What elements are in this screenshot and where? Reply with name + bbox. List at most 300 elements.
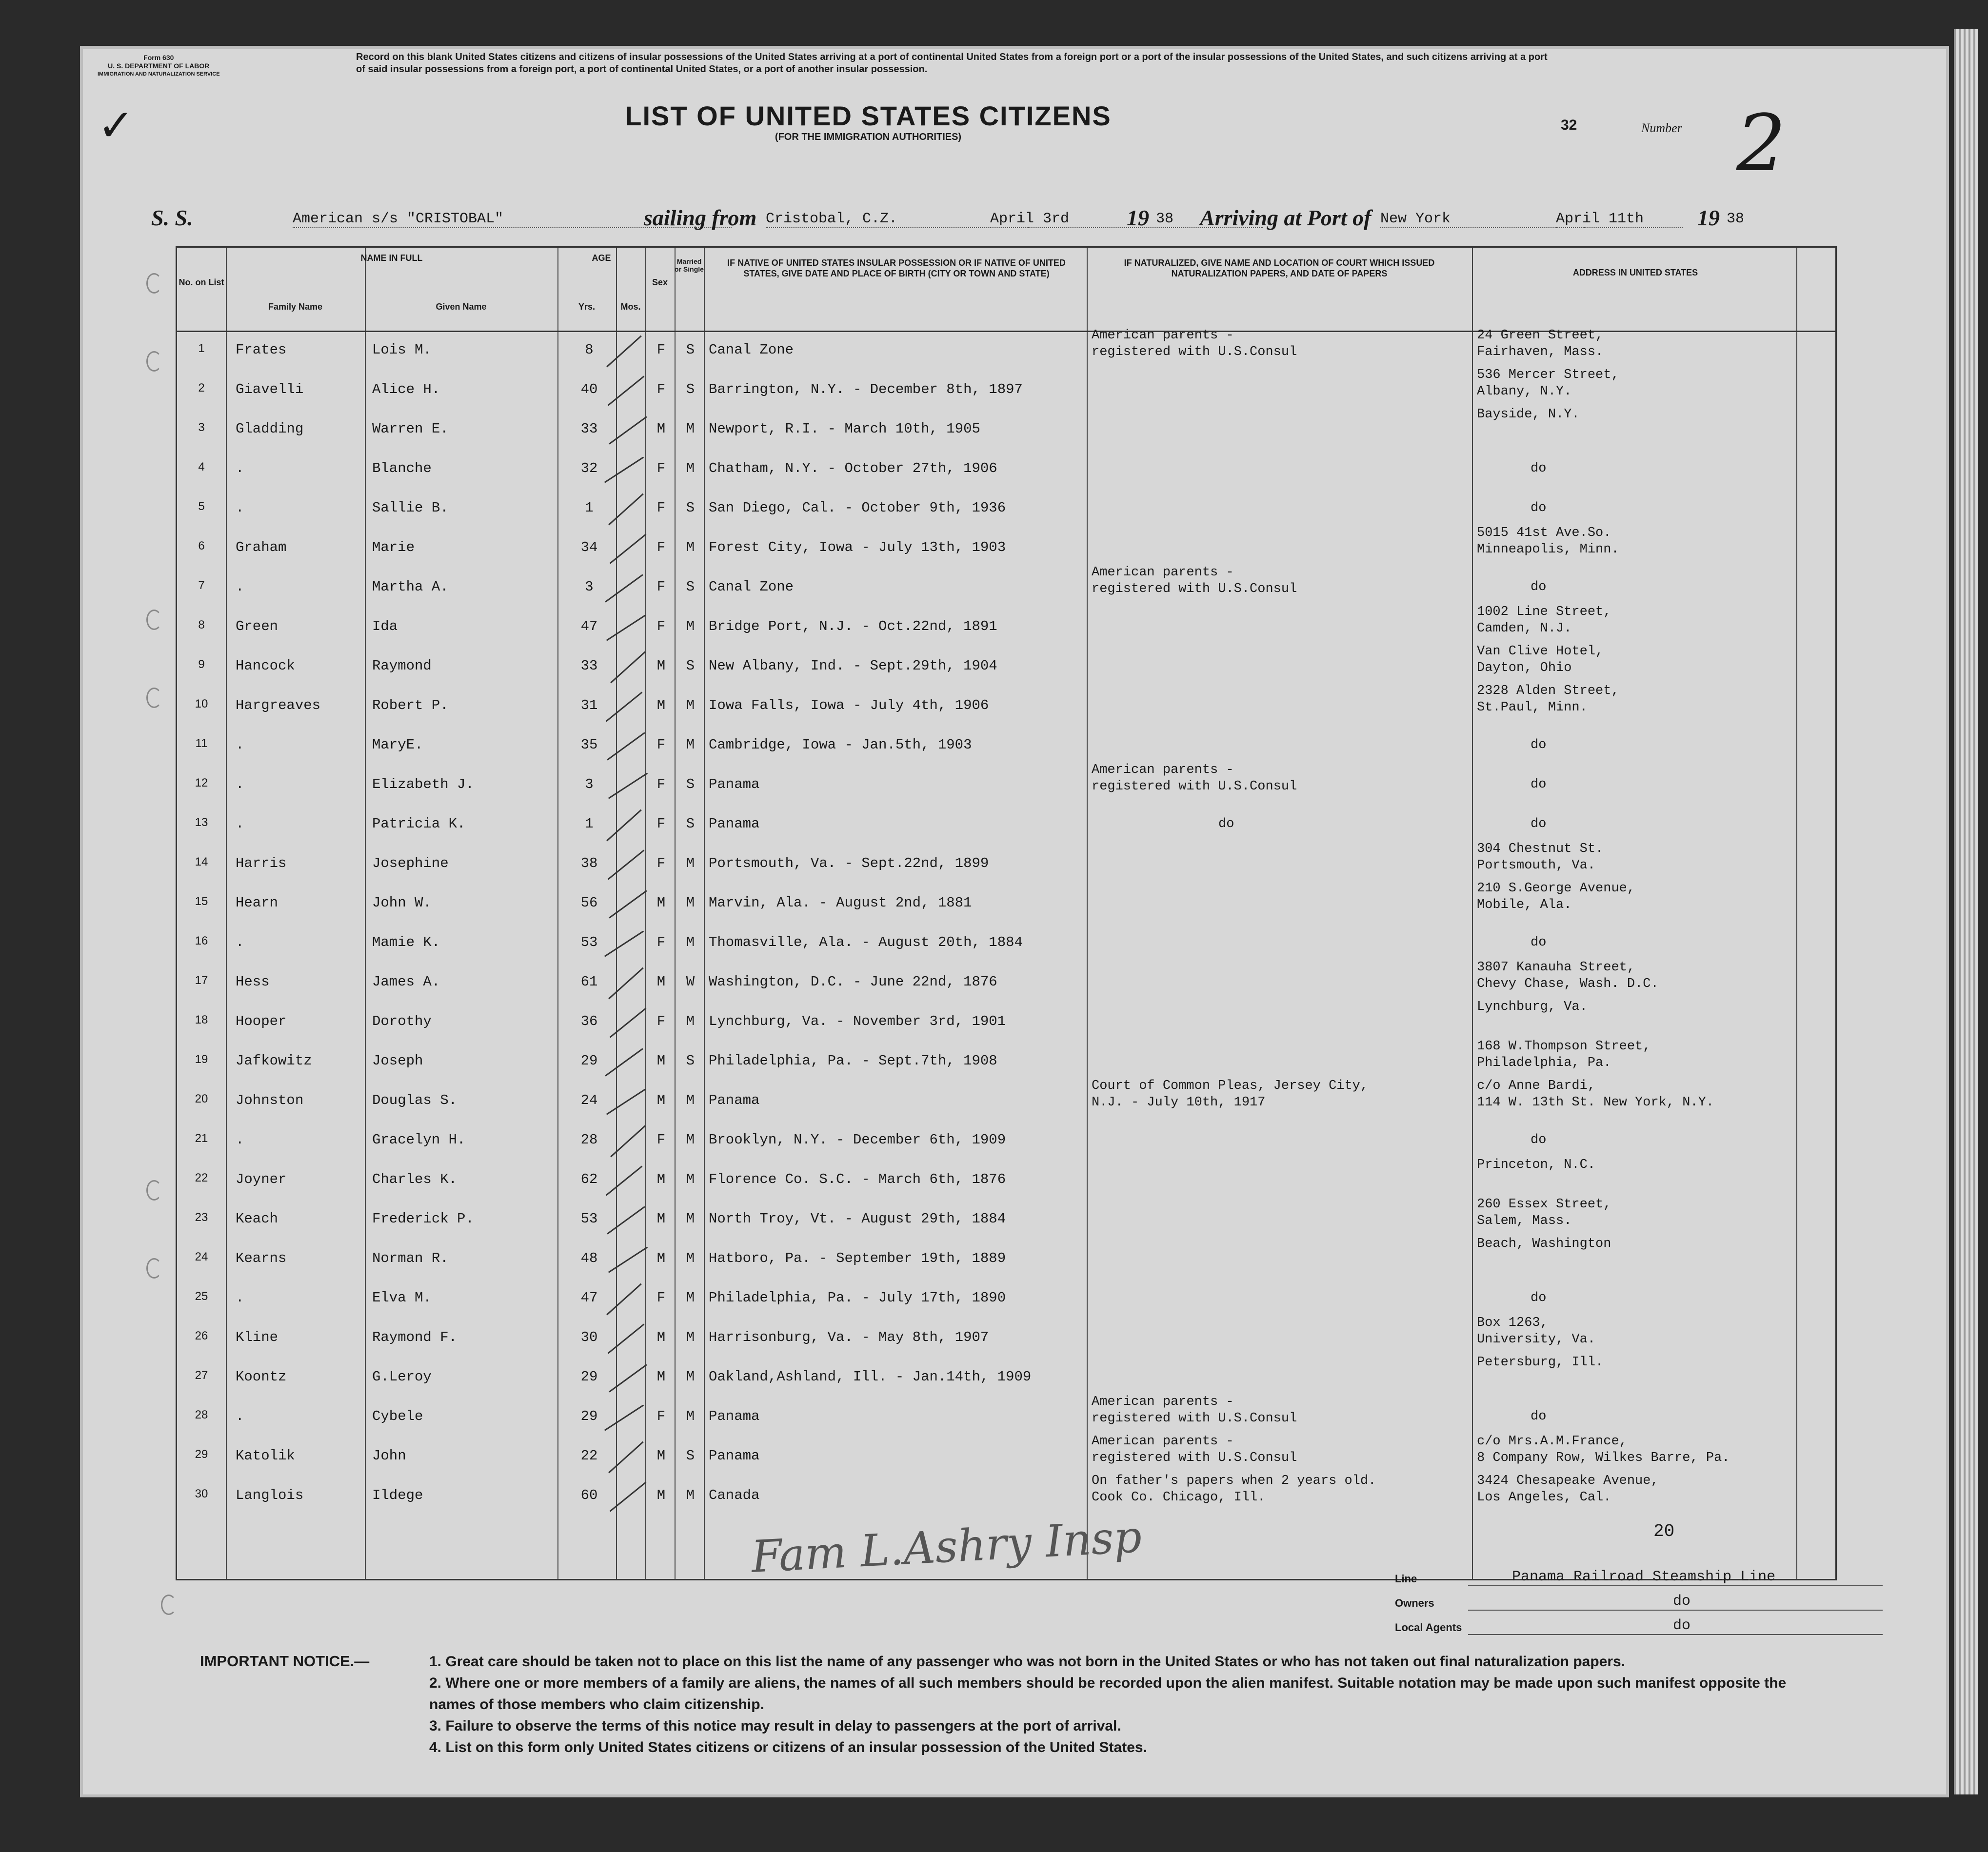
row-6-yrs: 34 bbox=[580, 539, 598, 555]
row-2-sex: F bbox=[656, 381, 666, 397]
row-11-yrs: 35 bbox=[580, 737, 598, 753]
row-4-ms: M bbox=[686, 460, 695, 476]
page-title: LIST OF UNITED STATES CITIZENS bbox=[625, 100, 1112, 131]
row-30-birth: Canada bbox=[709, 1487, 760, 1503]
row-14-addr: 304 Chestnut St. Portsmouth, Va. bbox=[1477, 842, 1604, 873]
row-3-given: Warren E. bbox=[372, 421, 449, 437]
row-13-family: . bbox=[236, 816, 244, 832]
row-13-addr: do bbox=[1531, 817, 1547, 831]
service: IMMIGRATION AND NATURALIZATION SERVICE bbox=[98, 71, 220, 77]
row-20-yrs: 24 bbox=[580, 1092, 598, 1108]
row-1-nat: American parents - registered with U.S.Consul bbox=[1092, 328, 1297, 359]
row-26-family: Kline bbox=[236, 1329, 278, 1345]
col-given-name: Given Name bbox=[436, 302, 487, 312]
row-29-sex: M bbox=[656, 1448, 666, 1464]
owners-label: Owners bbox=[1395, 1597, 1434, 1609]
row-1-birth: Canal Zone bbox=[709, 342, 794, 358]
row-14-birth: Portsmouth, Va. - Sept.22nd, 1899 bbox=[709, 855, 989, 871]
row-9-family: Hancock bbox=[236, 658, 295, 674]
row-17-given: James A. bbox=[372, 974, 440, 990]
row-8-yrs: 47 bbox=[580, 618, 598, 634]
notice-1: 1. Great care should be taken not to place on this list the name of any passenger who was not born in the United States or who has not taken out final naturalization papers. bbox=[429, 1654, 1626, 1670]
row-15-ms: M bbox=[686, 895, 695, 911]
department: U. S. DEPARTMENT OF LABOR bbox=[108, 62, 210, 70]
row-29-yrs: 22 bbox=[580, 1448, 598, 1464]
row-30-family: Langlois bbox=[236, 1487, 304, 1503]
row-26-sex: M bbox=[656, 1329, 666, 1345]
row-22-addr: Princeton, N.C. bbox=[1477, 1158, 1596, 1172]
row-1-addr: 24 Green Street, Fairhaven, Mass. bbox=[1477, 328, 1604, 359]
col-yrs: Yrs. bbox=[578, 302, 596, 312]
row-15-no: 15 bbox=[195, 895, 208, 908]
row-20-addr: c/o Anne Bardi, 114 W. 13th St. New York, N.Y. bbox=[1477, 1079, 1714, 1110]
row-19-birth: Philadelphia, Pa. - Sept.7th, 1908 bbox=[709, 1053, 997, 1069]
row-16-birth: Thomasville, Ala. - August 20th, 1884 bbox=[709, 934, 1023, 950]
row-14-sex: F bbox=[656, 855, 666, 871]
row-8-birth: Bridge Port, N.J. - Oct.22nd, 1891 bbox=[709, 618, 997, 634]
row-30-given: Ildege bbox=[372, 1487, 423, 1503]
row-7-nat: American parents - registered with U.S.Consul bbox=[1092, 565, 1297, 596]
row-10-no: 10 bbox=[195, 697, 208, 710]
row-10-ms: M bbox=[686, 697, 695, 713]
row-25-ms: M bbox=[686, 1290, 695, 1306]
row-23-given: Frederick P. bbox=[372, 1211, 474, 1227]
page-subtitle: (FOR THE IMMIGRATION AUTHORITIES) bbox=[775, 132, 962, 142]
row-24-yrs: 48 bbox=[580, 1250, 598, 1266]
notice-2: 2. Where one or more members of a family are aliens, the names of all such members should be recorded upon the alien manifest. Suitable notation may be made upon such manifest opposite the names of those members who claim citizenship. bbox=[429, 1675, 1787, 1713]
row-27-family: Koontz bbox=[236, 1369, 287, 1385]
row-6-ms: M bbox=[686, 539, 695, 555]
row-3-birth: Newport, R.I. - March 10th, 1905 bbox=[709, 421, 980, 437]
row-24-given: Norman R. bbox=[372, 1250, 449, 1266]
row-20-nat: Court of Common Pleas, Jersey City, N.J. - July 10th, 1917 bbox=[1092, 1079, 1369, 1110]
row-6-given: Marie bbox=[372, 539, 415, 555]
row-15-yrs: 56 bbox=[580, 895, 598, 911]
agents-value: do bbox=[1468, 1617, 1883, 1635]
row-29-ms: S bbox=[686, 1448, 695, 1464]
row-6-no: 6 bbox=[198, 539, 205, 552]
row-8-no: 8 bbox=[198, 618, 205, 631]
row-29-no: 29 bbox=[195, 1448, 208, 1461]
row-22-given: Charles K. bbox=[372, 1171, 457, 1187]
row-6-sex: F bbox=[656, 539, 666, 555]
row-1-yrs: 8 bbox=[585, 342, 594, 358]
row-13-sex: F bbox=[656, 816, 666, 832]
row-17-birth: Washington, D.C. - June 22nd, 1876 bbox=[709, 974, 997, 990]
row-30-yrs: 60 bbox=[580, 1487, 598, 1503]
row-19-no: 19 bbox=[195, 1053, 208, 1066]
row-8-sex: F bbox=[656, 618, 666, 634]
col-no: No. on List bbox=[179, 277, 224, 287]
row-18-birth: Lynchburg, Va. - November 3rd, 1901 bbox=[709, 1013, 1006, 1029]
row-7-no: 7 bbox=[198, 579, 205, 592]
row-11-sex: F bbox=[656, 737, 666, 753]
from-year: 38 bbox=[1156, 211, 1174, 227]
row-28-no: 28 bbox=[195, 1408, 208, 1421]
row-11-given: MaryE. bbox=[372, 737, 423, 753]
row-9-birth: New Albany, Ind. - Sept.29th, 1904 bbox=[709, 658, 997, 674]
row-18-addr: Lynchburg, Va. bbox=[1477, 1000, 1588, 1014]
row-19-ms: S bbox=[686, 1053, 695, 1069]
row-16-addr: do bbox=[1531, 935, 1547, 950]
row-28-birth: Panama bbox=[709, 1408, 760, 1424]
row-21-ms: M bbox=[686, 1132, 695, 1148]
row-2-given: Alice H. bbox=[372, 381, 440, 397]
row-7-sex: F bbox=[656, 579, 666, 595]
row-28-addr: do bbox=[1531, 1409, 1547, 1424]
row-2-no: 2 bbox=[198, 381, 205, 394]
row-9-addr: Van Clive Hotel, Dayton, Ohio bbox=[1477, 644, 1604, 675]
line-value: Panama Railroad Steamship Line bbox=[1468, 1569, 1883, 1586]
row-23-birth: North Troy, Vt. - August 29th, 1884 bbox=[709, 1211, 1006, 1227]
row-14-family: Harris bbox=[236, 855, 287, 871]
row-16-no: 16 bbox=[195, 934, 208, 947]
row-9-ms: S bbox=[686, 658, 695, 674]
col-family-name: Family Name bbox=[268, 302, 323, 312]
row-7-family: . bbox=[236, 579, 244, 595]
ss-label: S. S. bbox=[151, 205, 193, 230]
row-30-nat: On father's papers when 2 years old. Cook Co. Chicago, Ill. bbox=[1092, 1474, 1376, 1505]
row-3-sex: M bbox=[656, 421, 666, 437]
row-29-given: John bbox=[372, 1448, 406, 1464]
row-15-family: Hearn bbox=[236, 895, 278, 911]
row-27-no: 27 bbox=[195, 1369, 208, 1382]
row-5-ms: S bbox=[686, 500, 695, 516]
row-20-family: Johnston bbox=[236, 1092, 304, 1108]
row-21-birth: Brooklyn, N.Y. - December 6th, 1909 bbox=[709, 1132, 1006, 1148]
row-1-no: 1 bbox=[198, 342, 205, 355]
row-14-given: Josephine bbox=[372, 855, 449, 871]
row-10-birth: Iowa Falls, Iowa - July 4th, 1906 bbox=[709, 697, 989, 713]
number-value: 2 bbox=[1736, 98, 1786, 189]
row-30-no: 30 bbox=[195, 1487, 208, 1500]
form-header bbox=[98, 54, 220, 79]
row-11-birth: Cambridge, Iowa - Jan.5th, 1903 bbox=[709, 737, 972, 753]
col-sex: Sex bbox=[652, 277, 668, 287]
row-27-yrs: 29 bbox=[580, 1369, 598, 1385]
row-3-yrs: 33 bbox=[580, 421, 598, 437]
row-1-family: Frates bbox=[236, 342, 287, 358]
row-25-birth: Philadelphia, Pa. - July 17th, 1890 bbox=[709, 1290, 1006, 1306]
row-23-sex: M bbox=[656, 1211, 666, 1227]
row-20-birth: Panama bbox=[709, 1092, 760, 1108]
row-23-addr: 260 Essex Street, Salem, Mass. bbox=[1477, 1197, 1611, 1228]
row-22-ms: M bbox=[686, 1171, 695, 1187]
row-5-sex: F bbox=[656, 500, 666, 516]
row-12-yrs: 3 bbox=[585, 776, 594, 792]
row-16-sex: F bbox=[656, 934, 666, 950]
row-17-family: Hess bbox=[236, 974, 270, 990]
row-19-given: Joseph bbox=[372, 1053, 423, 1069]
notice-lead: IMPORTANT NOTICE.— bbox=[200, 1653, 370, 1670]
row-17-ms: W bbox=[686, 974, 695, 990]
row-8-ms: M bbox=[686, 618, 695, 634]
row-5-addr: do bbox=[1531, 501, 1547, 515]
row-19-addr: 168 W.Thompson Street, Philadelphia, Pa. bbox=[1477, 1039, 1651, 1070]
row-22-no: 22 bbox=[195, 1171, 208, 1184]
notice-4: 4. List on this form only United States citizens or citizens of an insular possession of the United States. bbox=[429, 1739, 1147, 1755]
row-13-ms: S bbox=[686, 816, 695, 832]
row-10-family: Hargreaves bbox=[236, 697, 321, 713]
row-21-no: 21 bbox=[195, 1132, 208, 1145]
row-12-family: . bbox=[236, 776, 244, 792]
col-name-in-full: NAME IN FULL bbox=[360, 253, 423, 263]
row-6-addr: 5015 41st Ave.So. Minneapolis, Minn. bbox=[1477, 526, 1619, 557]
row-18-no: 18 bbox=[195, 1013, 208, 1026]
row-19-yrs: 29 bbox=[580, 1053, 598, 1069]
row-12-nat: American parents - registered with U.S.Consul bbox=[1092, 763, 1297, 794]
row-25-no: 25 bbox=[195, 1290, 208, 1303]
row-29-addr: c/o Mrs.A.M.France, 8 Company Row, Wilkes Barre, Pa. bbox=[1477, 1434, 1730, 1465]
line-label: Line bbox=[1395, 1573, 1417, 1585]
row-27-addr: Petersburg, Ill. bbox=[1477, 1355, 1604, 1370]
row-11-no: 11 bbox=[195, 737, 208, 750]
ship-line bbox=[151, 205, 1790, 234]
row-4-family: . bbox=[236, 460, 244, 476]
row-5-no: 5 bbox=[198, 500, 205, 513]
row-2-birth: Barrington, N.Y. - December 8th, 1897 bbox=[709, 381, 1023, 397]
row-3-addr: Bayside, N.Y. bbox=[1477, 407, 1580, 422]
page-count: 20 bbox=[1653, 1521, 1675, 1541]
row-8-addr: 1002 Line Street, Camden, N.J. bbox=[1477, 605, 1611, 636]
ship-name: American s/s "CRISTOBAL" bbox=[293, 211, 732, 228]
row-1-ms: S bbox=[686, 342, 695, 358]
agents-label: Local Agents bbox=[1395, 1621, 1462, 1634]
row-15-addr: 210 S.George Avenue, Mobile, Ala. bbox=[1477, 881, 1635, 912]
form-number: Form 630 bbox=[143, 54, 174, 61]
row-12-ms: S bbox=[686, 776, 695, 792]
to-year: 38 bbox=[1727, 211, 1745, 227]
row-18-family: Hooper bbox=[236, 1013, 287, 1029]
row-26-given: Raymond F. bbox=[372, 1329, 457, 1345]
row-7-yrs: 3 bbox=[585, 579, 594, 595]
row-23-yrs: 53 bbox=[580, 1211, 598, 1227]
row-24-sex: M bbox=[656, 1250, 666, 1266]
row-5-given: Sallie B. bbox=[372, 500, 449, 516]
row-14-no: 14 bbox=[195, 855, 208, 868]
row-10-sex: M bbox=[656, 697, 666, 713]
col-age: AGE bbox=[592, 253, 611, 263]
row-24-birth: Hatboro, Pa. - September 19th, 1889 bbox=[709, 1250, 1006, 1266]
row-24-ms: M bbox=[686, 1250, 695, 1266]
row-9-sex: M bbox=[656, 658, 666, 674]
from-port: Cristobal, C.Z. bbox=[766, 211, 1029, 228]
stacked-pages-edge bbox=[1954, 29, 1978, 1794]
row-15-sex: M bbox=[656, 895, 666, 911]
important-notice bbox=[200, 1651, 1809, 1758]
row-3-no: 3 bbox=[198, 421, 205, 434]
row-4-no: 4 bbox=[198, 460, 205, 473]
row-26-yrs: 30 bbox=[580, 1329, 598, 1345]
row-2-addr: 536 Mercer Street, Albany, N.Y. bbox=[1477, 368, 1619, 399]
row-1-sex: F bbox=[656, 342, 666, 358]
record-instructions: Record on this blank United States citizens and citizens of insular possessions of the United States arriving at a port of continental United States from a foreign port or a port of the insular possessions of the United States, and such citizens arriving at a port of said insular possessions from a foreign port, a port of continental United States, or a port of another insular possession. bbox=[356, 52, 1548, 75]
row-4-yrs: 32 bbox=[580, 460, 598, 476]
row-3-family: Gladding bbox=[236, 421, 304, 437]
row-30-ms: M bbox=[686, 1487, 695, 1503]
row-9-yrs: 33 bbox=[580, 658, 598, 674]
row-19-sex: M bbox=[656, 1053, 666, 1069]
row-3-ms: M bbox=[686, 421, 695, 437]
row-18-given: Dorothy bbox=[372, 1013, 432, 1029]
year-prefix-2: 19 bbox=[1697, 205, 1720, 230]
row-8-family: Green bbox=[236, 618, 278, 634]
row-18-sex: F bbox=[656, 1013, 666, 1029]
row-27-ms: M bbox=[686, 1369, 695, 1385]
sailing-label: sailing from bbox=[644, 205, 757, 230]
row-15-birth: Marvin, Ala. - August 2nd, 1881 bbox=[709, 895, 972, 911]
row-12-no: 12 bbox=[195, 776, 208, 789]
row-23-family: Keach bbox=[236, 1211, 278, 1227]
row-22-birth: Florence Co. S.C. - March 6th, 1876 bbox=[709, 1171, 1006, 1187]
row-29-family: Katolik bbox=[236, 1448, 295, 1464]
row-20-no: 20 bbox=[195, 1092, 208, 1105]
row-27-sex: M bbox=[656, 1369, 666, 1385]
row-16-yrs: 53 bbox=[580, 934, 598, 950]
row-11-family: . bbox=[236, 737, 244, 753]
row-25-yrs: 47 bbox=[580, 1290, 598, 1306]
row-24-no: 24 bbox=[195, 1250, 208, 1263]
row-4-sex: F bbox=[656, 460, 666, 476]
row-21-family: . bbox=[236, 1132, 244, 1148]
row-5-birth: San Diego, Cal. - October 9th, 1936 bbox=[709, 500, 1006, 516]
row-27-given: G.Leroy bbox=[372, 1369, 432, 1385]
row-18-yrs: 36 bbox=[580, 1013, 598, 1029]
row-10-yrs: 31 bbox=[580, 697, 598, 713]
row-12-birth: Panama bbox=[709, 776, 760, 792]
row-12-sex: F bbox=[656, 776, 666, 792]
row-11-ms: M bbox=[686, 737, 695, 753]
row-28-given: Cybele bbox=[372, 1408, 423, 1424]
row-26-ms: M bbox=[686, 1329, 695, 1345]
row-7-addr: do bbox=[1531, 580, 1547, 594]
from-date: April 3rd bbox=[990, 211, 1263, 228]
row-18-ms: M bbox=[686, 1013, 695, 1029]
row-20-ms: M bbox=[686, 1092, 695, 1108]
row-21-sex: F bbox=[656, 1132, 666, 1148]
row-2-ms: S bbox=[686, 381, 695, 397]
row-4-addr: do bbox=[1531, 461, 1547, 476]
row-15-given: John W. bbox=[372, 895, 432, 911]
row-6-birth: Forest City, Iowa - July 13th, 1903 bbox=[709, 539, 1006, 555]
signature: Fam L.Ashry Insp bbox=[750, 1511, 1143, 1583]
row-17-addr: 3807 Kanauha Street, Chevy Chase, Wash. D.C. bbox=[1477, 960, 1659, 991]
row-14-yrs: 38 bbox=[580, 855, 598, 871]
line-info bbox=[1395, 1569, 1776, 1646]
row-14-ms: M bbox=[686, 855, 695, 871]
row-13-birth: Panama bbox=[709, 816, 760, 832]
row-25-family: . bbox=[236, 1290, 244, 1306]
row-12-addr: do bbox=[1531, 777, 1547, 792]
owners-value: do bbox=[1468, 1593, 1883, 1611]
passenger-table bbox=[176, 246, 1837, 1580]
row-13-given: Patricia K. bbox=[372, 816, 466, 832]
row-4-birth: Chatham, N.Y. - October 27th, 1906 bbox=[709, 460, 997, 476]
year-prefix-1: 19 bbox=[1127, 205, 1149, 230]
row-8-given: Ida bbox=[372, 618, 398, 634]
row-6-family: Graham bbox=[236, 539, 287, 555]
row-13-no: 13 bbox=[195, 816, 208, 829]
row-21-given: Gracelyn H. bbox=[372, 1132, 466, 1148]
row-17-yrs: 61 bbox=[580, 974, 598, 990]
row-5-yrs: 1 bbox=[585, 500, 594, 516]
row-7-ms: S bbox=[686, 579, 695, 595]
row-28-yrs: 29 bbox=[580, 1408, 598, 1424]
check-mark: ✓ bbox=[98, 100, 135, 151]
row-4-given: Blanche bbox=[372, 460, 432, 476]
row-28-ms: M bbox=[686, 1408, 695, 1424]
row-20-sex: M bbox=[656, 1092, 666, 1108]
row-29-nat: American parents - registered with U.S.Consul bbox=[1092, 1434, 1297, 1465]
row-24-addr: Beach, Washington bbox=[1477, 1237, 1611, 1251]
row-19-family: Jafkowitz bbox=[236, 1053, 312, 1069]
row-17-no: 17 bbox=[195, 974, 208, 987]
row-1-given: Lois M. bbox=[372, 342, 432, 358]
row-22-sex: M bbox=[656, 1171, 666, 1187]
to-port: New York bbox=[1380, 211, 1585, 228]
row-16-family: . bbox=[236, 934, 244, 950]
row-26-addr: Box 1263, University, Va. bbox=[1477, 1316, 1596, 1347]
row-7-birth: Canal Zone bbox=[709, 579, 794, 595]
row-16-ms: M bbox=[686, 934, 695, 950]
row-9-given: Raymond bbox=[372, 658, 432, 674]
row-7-given: Martha A. bbox=[372, 579, 449, 595]
row-29-birth: Panama bbox=[709, 1448, 760, 1464]
row-13-nat: do bbox=[1218, 817, 1234, 831]
row-25-given: Elva M. bbox=[372, 1290, 432, 1306]
row-10-addr: 2328 Alden Street, St.Paul, Minn. bbox=[1477, 684, 1619, 715]
row-27-birth: Oakland,Ashland, Ill. - Jan.14th, 1909 bbox=[709, 1369, 1032, 1385]
row-22-yrs: 62 bbox=[580, 1171, 598, 1187]
row-25-sex: F bbox=[656, 1290, 666, 1306]
row-25-addr: do bbox=[1531, 1291, 1547, 1305]
row-10-given: Robert P. bbox=[372, 697, 449, 713]
row-21-yrs: 28 bbox=[580, 1132, 598, 1148]
row-21-addr: do bbox=[1531, 1133, 1547, 1147]
row-28-family: . bbox=[236, 1408, 244, 1424]
arriving-label: Arriving at Port of bbox=[1200, 205, 1372, 230]
number-label: Number bbox=[1641, 121, 1682, 135]
col-married: Married or Single bbox=[675, 257, 704, 273]
row-9-no: 9 bbox=[198, 658, 205, 671]
row-2-yrs: 40 bbox=[580, 381, 598, 397]
row-17-sex: M bbox=[656, 974, 666, 990]
row-24-family: Kearns bbox=[236, 1250, 287, 1266]
col-naturalized: IF NATURALIZED, GIVE NAME AND LOCATION OF COURT WHICH ISSUED NATURALIZATION PAPERS, AND DATE OF PAPERS bbox=[1124, 258, 1435, 278]
row-30-sex: M bbox=[656, 1487, 666, 1503]
row-16-given: Mamie K. bbox=[372, 934, 440, 950]
row-28-nat: American parents - registered with U.S.Consul bbox=[1092, 1395, 1297, 1426]
row-22-family: Joyner bbox=[236, 1171, 287, 1187]
row-30-addr: 3424 Chesapeake Avenue, Los Angeles, Cal. bbox=[1477, 1474, 1659, 1505]
row-5-family: . bbox=[236, 500, 244, 516]
row-28-sex: F bbox=[656, 1408, 666, 1424]
row-2-family: Giavelli bbox=[236, 381, 304, 397]
col-birth: IF NATIVE OF UNITED STATES INSULAR POSSESSION OR IF NATIVE OF UNITED STATES, GIVE DATE AND PLACE OF BIRTH (CITY OR TOWN AND STATE) bbox=[727, 258, 1066, 278]
sheet-number: 32 bbox=[1561, 117, 1577, 133]
row-11-addr: do bbox=[1531, 738, 1547, 752]
row-12-given: Elizabeth J. bbox=[372, 776, 474, 792]
row-13-yrs: 1 bbox=[585, 816, 594, 832]
col-address: ADDRESS IN UNITED STATES bbox=[1572, 268, 1698, 277]
row-26-birth: Harrisonburg, Va. - May 8th, 1907 bbox=[709, 1329, 989, 1345]
to-date: April 11th bbox=[1556, 211, 1683, 228]
row-23-ms: M bbox=[686, 1211, 695, 1227]
row-26-no: 26 bbox=[195, 1329, 208, 1342]
notice-3: 3. Failure to observe the terms of this notice may result in delay to passengers at the port of arrival. bbox=[429, 1718, 1121, 1734]
row-20-given: Douglas S. bbox=[372, 1092, 457, 1108]
col-mos: Mos. bbox=[620, 302, 641, 312]
